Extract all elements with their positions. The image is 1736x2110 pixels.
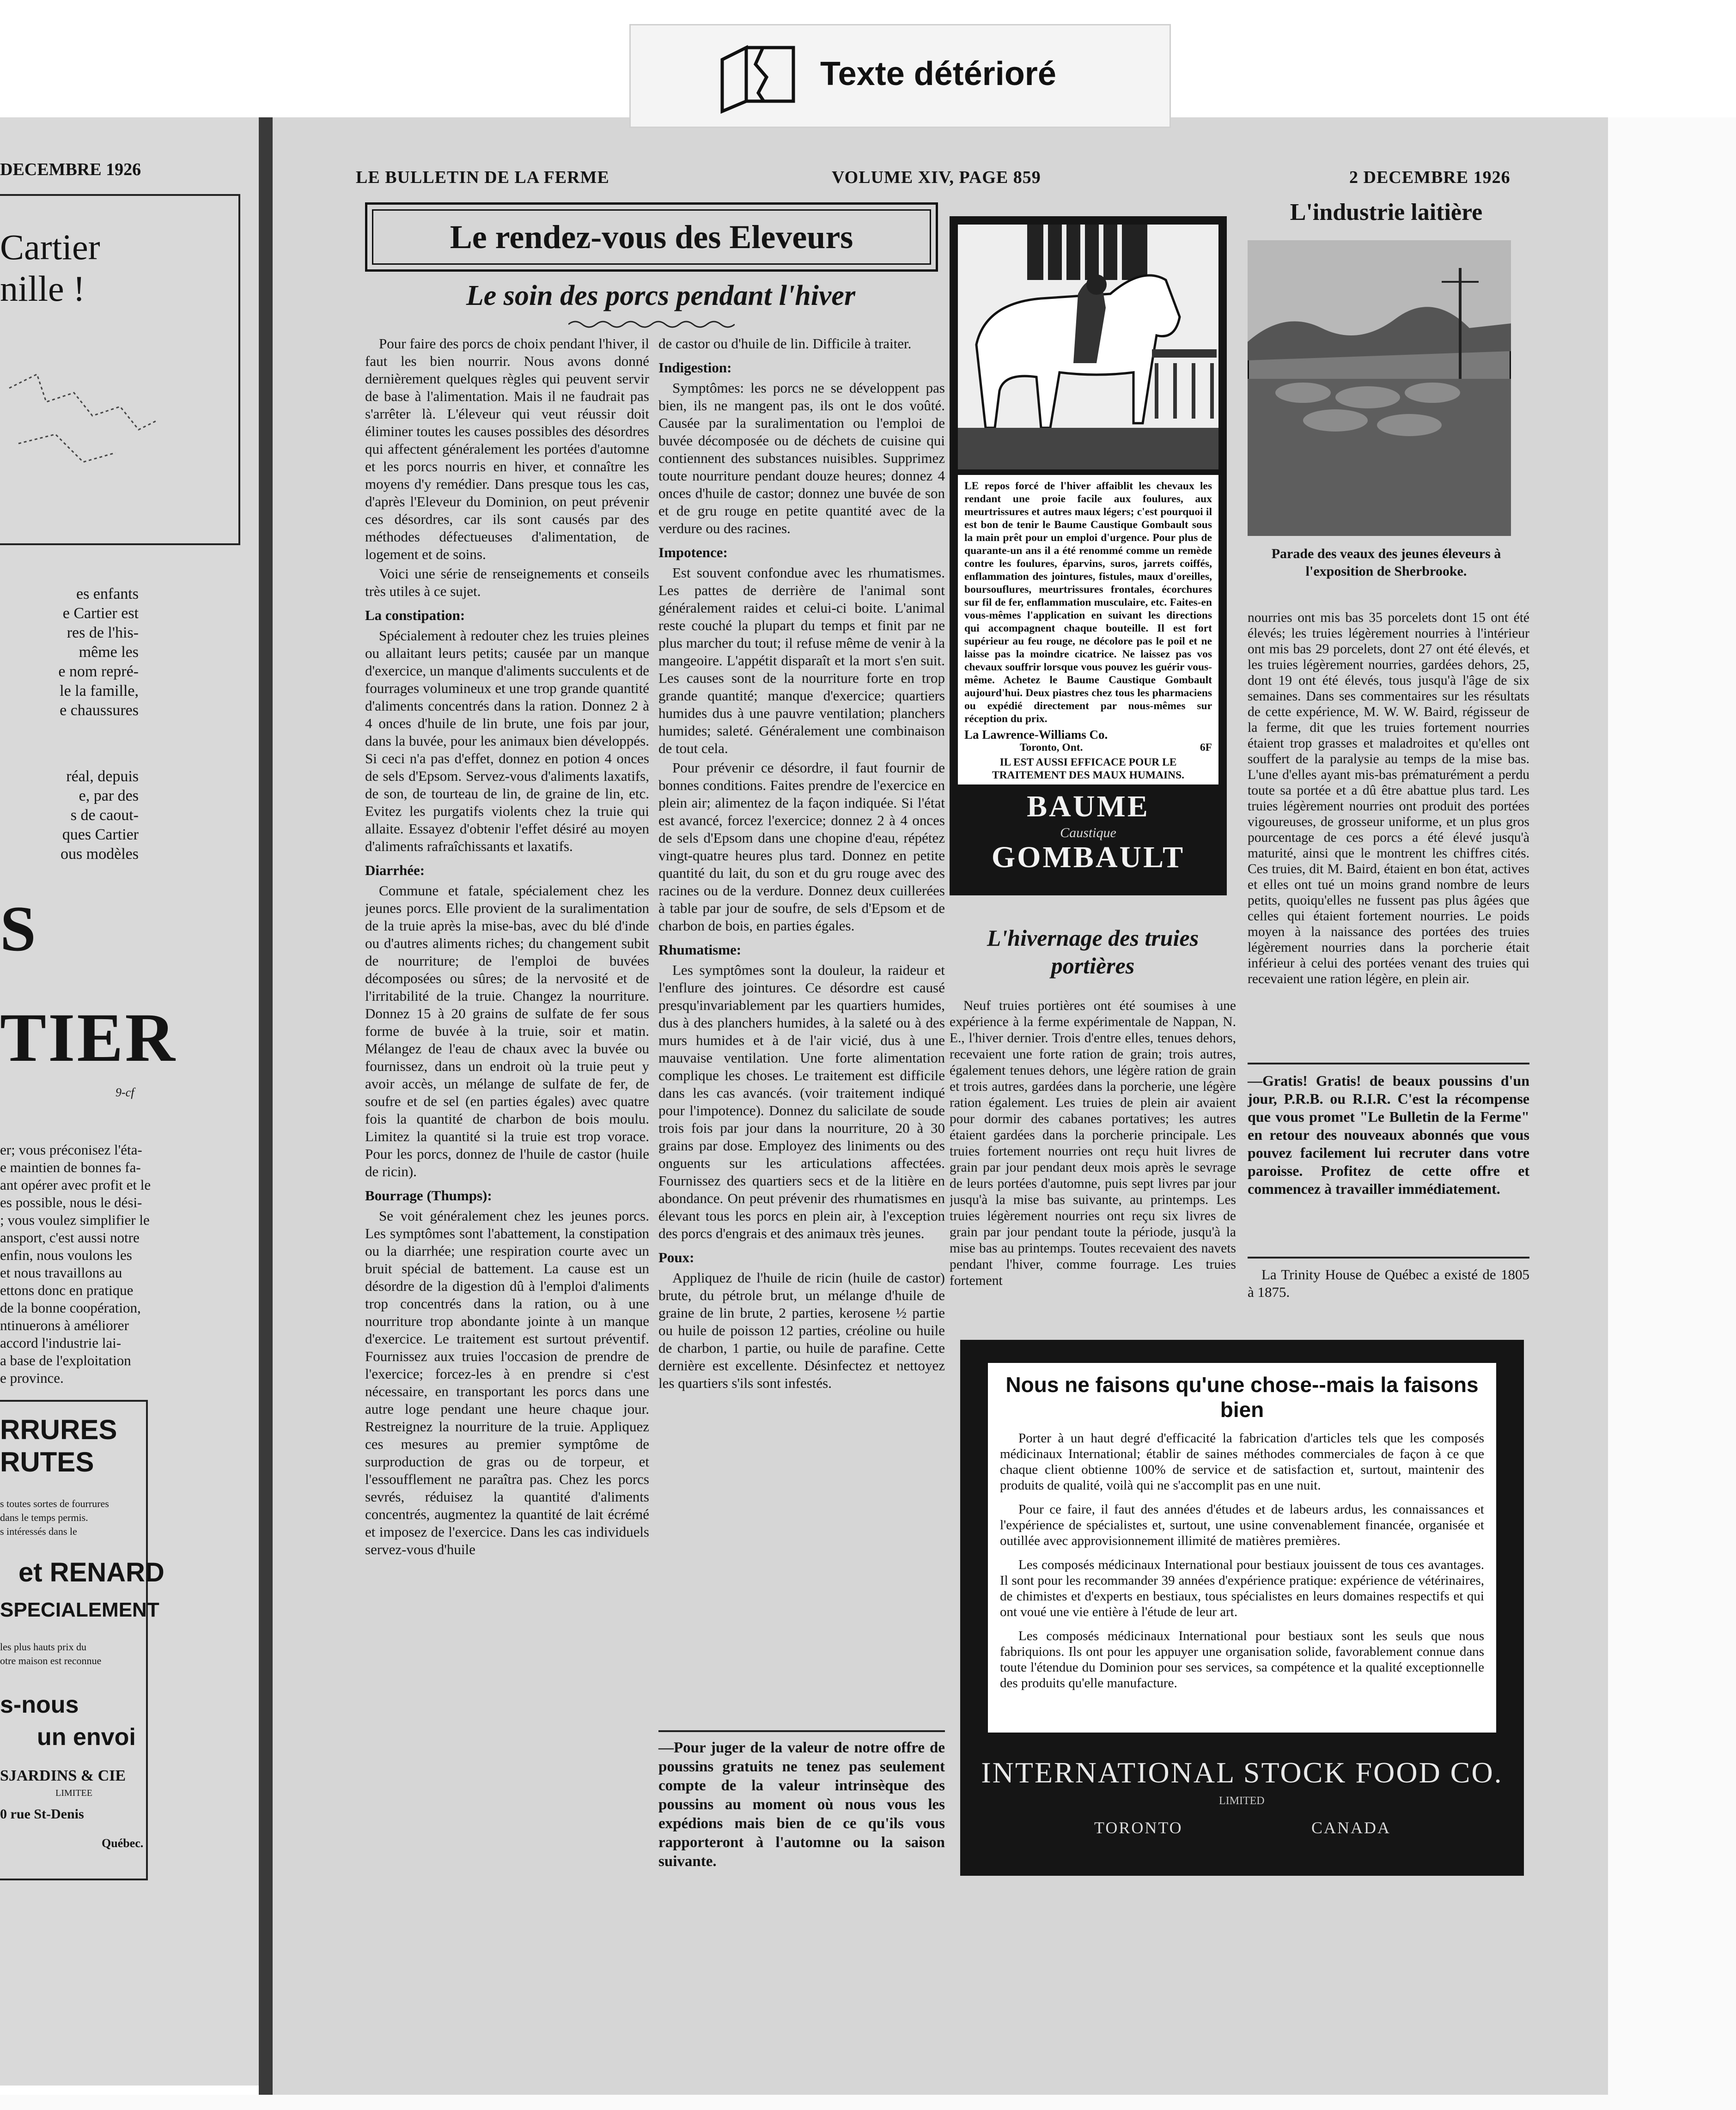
laitiere-title: L'industrie laitière — [1290, 199, 1483, 225]
col1-subheading: Diarrhée: — [365, 862, 425, 878]
header-volume: VOLUME XIV, PAGE 859 — [832, 168, 1041, 187]
intl-ad-panel — [988, 1363, 1496, 1733]
map-sketch — [0, 360, 176, 513]
torn-page-icon — [719, 41, 797, 115]
col1-paragraph: Spécialement à redouter chez les truies pleines ou allaitant leurs petits; causée par un manque d'exercice, un manque d'aliments succulents et de fourrages volumineux et une trop grande quantité d'aliments concentrés dans la ration. Donnez 2 à 4 onces d'huile de lin brute, une fois par jour, dans la buvée, pour les animaux bien développés. Si ceci n'a pas d'effet, donnez en potion 4 onces de sels d'Epsom. Servez-vous d'aliments laxatifs, de son, de tourteau de lin, de graine de lin, etc. Evitez les purgatifs violents chez la truie qui allaite. Essayez d'obtenir l'effet désiré au moyen d'aliments rafraîchissants et laxatifs. — [365, 627, 649, 854]
intl-ad-paragraph-4: Les composés médicinaux International pour bestiaux sont les seuls que nous fabriquions. Ils ont pour les appuyer une organisation solide, favorablement connue dans toute l'étendue du Dominion pour ses services, sa compétence et la qualité exceptionnelle des produits qu'elle manufacture. — [1000, 1629, 1484, 1690]
left-page-date: DECEMBRE 1926 — [0, 160, 141, 179]
baume-brand: BAUME — [1027, 790, 1150, 823]
col2-subheading: Impotence: — [658, 544, 728, 560]
fur-ad-cta-1: s-nous — [0, 1691, 79, 1718]
title-flourish — [568, 319, 735, 330]
fur-ad-limitee: LIMITEE — [55, 1788, 92, 1798]
section-title: Le rendez-vous des Eleveurs — [450, 218, 853, 255]
scan-margin-bottom — [0, 2095, 1608, 2110]
col2-paragraph: Pour prévenir ce désordre, il faut fournir de bonnes conditions. Faites prendre de l'exercice en plein air; alimentez de la façon indiquée. Si l'état est avancé, forcez l'exercice; donnez 2 à 4 onces de sels d'Epsom dans une chopine d'eau, répétez vingt-quatre heures plus tard. Donnez en petite quantité du lait, du son et du gru rouge avec des racines ou de la verdure. Donnez deux cuillerées à table par jour de soufre, de sels d'Epsom et de charbon de bois, en parties égales. — [658, 760, 945, 934]
hivernage-body: Neuf truies portières ont été soumises à une expérience à la ferme expérimentale de Nappan, N. E., l'hiver dernier. Trois d'entre elles, tenues dehors, recevaient une forte ration de grain; trois autres, également tenues dehors, une légère ration de grain et trois autres, gardées dans la porcherie, une légère ration également. Les truies de plein air avaient pour dormir des cabanes portatives; les autres étaient gardées dans la porcherie principale. Les truies fortement nourries ont reçu huit livres de grain par jour pendant deux mois après le sevrage de leurs portées d'automne, puis sept livres par jour jusqu'à la mise bas suivante, au printemps. Les truies légèrement nourries ont reçu six livres de grain par jour pendant toute la période, jusqu'à la mise bas au printemps. Toutes recevaient des navets pendant l'hiver, comme fourrage. Les truies fortement — [950, 998, 1236, 1288]
calf-parade-photo — [1248, 240, 1511, 536]
cartier-big-tier: TIER — [0, 999, 177, 1076]
col2-paragraph: Symptômes: les porcs ne se développent pas bien, ils ne mangent pas, ils ont le dos voûté. Causée par la suralimentation ou l'emploi de buvée décomposée ou de déchets de cuisine qui contiennent des substances nuisibles. Supprimez toute nourriture pendant douze heures; donnez 4 onces d'huile de castor; donnez une buvée de son et de gru rouge en petite quantité avec de la verdure ou des racines. — [658, 380, 945, 536]
col1-subheading: Bourrage (Thumps): — [365, 1187, 492, 1204]
cartier-lines-b: réal, depuis e, par des s de caout- ques Cartier ous modèles — [60, 768, 139, 863]
fur-ad-text: s toutes sortes de fourrures dans le temps permis. s intéressés dans le — [0, 1498, 109, 1537]
col1-paragraph: Commune et fatale, spécialement chez les jeunes porcs. Elle provient de la suralimentation de la truie après la mise-bas, avec du blé d'inde ou d'autres aliments riches; du changement subit de nourriture; de l'emploi de buvées décomposées ou sûres; de la nervosité et de l'irritabilité de la truie. Changez la nourriture. Donnez 15 à 20 grains de sulfate de fer sous forme de buvée à la truie, soir et matin. Mélangez de l'eau de chaux avec la buvée ou fournissez, dans un endroit où la truie peut y avoir accès, un mélange de sulfate de fer, de soufre et de sel (en parties égales) avec quatre fois la quantité de charbon de bois moulu. Limitez la quantité si la truie est trop vorace. Pour les porcs, donnez de l'huile de castor (huile de ricin). — [365, 882, 649, 1180]
intl-limited: LIMITED — [1219, 1795, 1265, 1807]
poussins-offer-note: —Pour juger de la valeur de notre offre de poussins gratuits ne tenez pas seulement compte de la valeur intrinsèque des poussins au moment où nous vous les expédions mais bien de ce qu'ils vous rapporteront à l'automne ou la saison suivante. — [658, 1730, 945, 1871]
laitiere-photo-caption: Parade des veaux des jeunes éleveurs à l'exposition de Sherbrooke. — [1271, 546, 1501, 579]
fur-ad-city: Québec. — [102, 1836, 144, 1850]
baume-gombault-ad — [950, 216, 1227, 895]
fur-ad-title-1: RRURES — [0, 1414, 117, 1445]
article-column-1 — [365, 335, 649, 1924]
deteriorated-text-stamp — [629, 24, 1171, 128]
gratis-poussins-promo: —Gratis! Gratis! de beaux poussins d'un jour, P.R.B. ou R.I.R. C'est la récompense que vous promet "Le Bulletin de la Ferme" en retour des nouveaux abonnés que vous pouvez facilement lui recruter dans votre paroisse. Profitez de cette offre et commencez à travailler immédiatement. — [1248, 1063, 1529, 1198]
baume-ad-code: 6F — [1200, 742, 1212, 754]
fur-ad-cta-2: un envoi — [37, 1724, 136, 1751]
header-date: 2 DECEMBRE 1926 — [1349, 168, 1511, 187]
cartier-lines-a: es enfants e Cartier est res de l'his- même les e nom repré- le la famille, e chaussures — [58, 585, 139, 719]
left-page-body: er; vous préconisez l'éta- e maintien de bonnes fa- ant opérer avec profit et le es possible, nous le dési- ; vous voulez simplifier le ansport, c'est aussi notre enfin, nous voulons les et nous travaillons au ettons donc en pratique de la bonne coopération, ntinuerons à améliorer accord l'industrie lai- a base de l'exploitation e province. — [0, 1142, 151, 1386]
baume-ad-tagline: IL EST AUSSI EFFICACE POUR LE TRAITEMENT DES MAUX HUMAINS. — [992, 756, 1185, 781]
col1-subheading: La constipation: — [365, 607, 465, 623]
caustique-label: Caustique — [1060, 825, 1116, 840]
intl-ad-paragraph-3: Les composés médicinaux International pour bestiaux jouissent de tous ces avantages. Il sont pour les recommander 39 années d'expérience pratique: expérience de vétérinaires, de chimistes et d'experts en bestiaux, tous spécialistes en leurs domaines respectifs et qui ont voué une vie entière à l'étude de leur art. — [1000, 1557, 1484, 1619]
header-publication: LE BULLETIN DE LA FERME — [356, 168, 609, 187]
col1-paragraph: Voici une série de renseignements et conseils très utiles à ce sujet. — [365, 566, 649, 599]
intl-city: TORONTO — [1094, 1818, 1183, 1837]
col2-subheading: Poux: — [658, 1249, 694, 1265]
col2-paragraph: Les symptômes sont la douleur, la raideur et l'enflure des jointures. Ce désordre est causé presqu'invariablement par les quartiers humides, dus à des planchers humides, à la saleté ou à des murs humides et à de l'air vicié, dus à une mauvaise ventilation. Une forte alimentation complique les choses. Le traitement est difficile dans les cas avancés. (voir traitement indiqué pour l'impotence). Donnez du salicilate de soude trois fois par jour dans la nourriture, 20 à 30 grains par dose. Employez des liniments ou des onguents sur les articulations affectées. Fournissez des quartiers secs et de la litière en abondance. On peut prévenir des rhumatismes en élevant tous les porcs en plein air, à l'exception des porcs d'engrais et des animaux très jeunes. — [658, 962, 945, 1241]
page-gutter — [259, 117, 273, 2095]
baume-ad-city: Toronto, Ont. — [1020, 742, 1083, 754]
col2-subheading: Indigestion: — [658, 359, 732, 376]
col1-paragraph: Se voit généralement chez les jeunes porcs. Les symptômes sont l'abattement, la constipation ou la diarrhée; une respiration courte avec un bruit spécial de battement. La cause est un désordre de la digestion dû à l'emploi d'aliments trop concentrés dans la ration, ou à une nourriture trop abondante jointe à un manque d'exercice. Le traitement est surtout préventif. Fournissez aux truies l'occasion de prendre de l'exercice; forcez-les à en prendre si c'est nécessaire, en transportant les porcs dans une autre loge pendant une heure chaque jour. Restreignez la nourriture de la truie. Appliquez ces mesures au premier symptôme de surproduction de gras ou de torpeur, et l'essoufflement ne paraîtra pas. Chez les porcs sevrés, réduisez la quantité d'aliments concentrés, augmentez la quantité de lait écrémé et imposez de l'exercice. Dans les cas individuels servez-vous d'huile — [365, 1208, 649, 1557]
fur-ad-special: SPECIALEMENT — [0, 1599, 159, 1621]
fur-ad-title-2: RUTES — [0, 1447, 94, 1478]
baume-ad-company: La Lawrence-Williams Co. — [964, 728, 1108, 742]
intl-ad-title: Nous ne faisons qu'une chose--mais la faisons bien — [1005, 1373, 1479, 1422]
col2-paragraph: de castor ou d'huile de lin. Difficile à traiter. — [658, 335, 912, 352]
article-column-2 — [658, 335, 945, 1726]
cartier-ad-title: Cartier — [0, 227, 100, 267]
cartier-ad-subtitle: nille ! — [0, 268, 85, 309]
col2-subheading: Rhumatisme: — [658, 942, 742, 958]
gombault-brand: GOMBAULT — [991, 840, 1185, 874]
col2-paragraph: Appliquez de l'huile de ricin (huile de castor) brute, du pétrole brut, un mélange d'huile de graine de lin brute, 2 parties, kerosene ½ partie ou huile de poisson 12 parties, créoline ou huile de charbon, 1 partie, ou huile de parafine. Cette dernière est excellente. Désinfectez et nettoyez les quartiers s'ils sont infestés. — [658, 1270, 945, 1391]
intl-country: CANADA — [1311, 1818, 1391, 1837]
fur-ad-text-2: les plus hauts prix du otre maison est reconnue — [0, 1641, 102, 1666]
laitiere-body: nourries ont mis bas 35 porcelets dont 15 ont été élevés; les truies légèrement nourries à l'intérieur ont mis bas 29 porcelets, dont 27 ont été élevés, et les truies légèrement nourries, gardées dehors, 25, dont 19 ont été élevés, tous jusqu'à l'âge de six semaines. Dans ses commentaires sur les résultats de cette expérience, M. W. W. Baird, régisseur de la ferme, dit que les truies fortement nourries étaient trop grasses et maladroites et qu'elles ont souffert de la paralysie au temps de la mise bas. L'une d'elles ayant mis-bas prématurément a perdu toute sa portée et a dû être abattue plus tard. Les truies légèrement nourries ont produit des portées vigoureuses, de grosseur uniforme, et un plus gros pourcentage de ces porcs a été élevé jusqu'à maturité, ainsi que le montrent les chiffres cités. Ces truies, dit M. Baird, étaient en bon état, actives et elles ont tué un moins grand nombre de leurs petits, quoiqu'elles ne fussent pas plus âgées que celles qui étaient fortement nourries. Le poids moyen à la naissance des portées des truies légèrement nourries dans la porcherie était inférieur à celui des portées venant des truies qui recevaient une ration légère, en plein air. — [1248, 610, 1529, 986]
fur-ad-renard: et RENARD — [18, 1557, 164, 1587]
fur-ad-firm: SJARDINS & CIE — [0, 1767, 126, 1784]
intl-ad-paragraph-1: Porter à un haut degré d'efficacité la fabrication d'articles tels que les composés médicinaux International; établir de saines méthodes commerciales de façon à ce que chaque client obtienne 100% de service et de satisfaction et, surtout, maintenir des produits de qualité, voilà qui ne s'accomplit pas en une nuit. — [1000, 1431, 1484, 1493]
cartier-ad-code: 9-cf — [116, 1086, 134, 1099]
cartier-big-s: S — [0, 893, 36, 965]
scan-margin-right — [1608, 117, 1736, 2110]
international-stock-food-ad — [960, 1340, 1524, 1876]
article-title: Le soin des porcs pendant l'hiver — [466, 280, 856, 311]
hivernage-title: L'hivernage des truies portières — [987, 925, 1199, 979]
intl-ad-paragraph-2: Pour ce faire, il faut des années d'études et de labeurs ardus, les connaissances et l'expérience de spécialistes et, surtout, une usine convenablement financée, organisée et outillée avec approvisionnement illimité de matières premières. — [1000, 1502, 1484, 1548]
baume-ad-body: LE repos forcé de l'hiver affaiblit les chevaux les rendant une proie facile aux foulures, aux meurtrissures et autres maux légers; c'est pourquoi il est bon de tenir le Baume Caustique Gombault sous la main prêt pour un emploi d'urgence. Pour plus de quarante-un ans il a été renommé comme un remède contre les foulures, éparvins, suros, jarrets coiffés, enflammation des jointures, fistules, maux d'oreilles, boursouflures, meurtrissures frontales, écorchures sur fil de fer, enflammation musculaire, etc. Faites-en vous-mêmes l'application en suivant les directions qui accompagnent chaque bouteille. Il est fort supérieur au feu rouge, ne décolore pas le poil et ne laisse pas la moindre cicatrice. Ne laissez pas vos chevaux souffrir lorsque vous pouvez les guérir vous-même. Achetez le Baume Caustique Gombault aujourd'hui. Deux piastres chez tous les pharmaciens ou expédié directement par nous-mêmes sur réception du prix. La Lawrence-Williams Co. Toronto, Ont. 6F IL EST AUSSI EFFICACE POUR LE TRAITEMENT DES MAUX HUMAINS. — [958, 475, 1218, 784]
section-title-box — [365, 202, 938, 272]
intl-company-name: INTERNATIONAL STOCK FOOD CO. — [981, 1756, 1503, 1789]
stamp-label: Texte détérioré — [820, 55, 1056, 92]
horse-illustration — [958, 225, 1218, 469]
fur-ad-address: 0 rue St-Denis — [0, 1806, 84, 1822]
col2-paragraph: Est souvent confondue avec les rhumatismes. Les pattes de derrière de l'animal sont généralement raides et celui-ci boite. L'animal reste couché la plupart du temps et finit par ne plus marcher du tout; il refuse même de venir à la mangeoire. L'appétit disparaît et la mort s'en suit. Les causes sont de la nourriture forte en trop grande quantité; manque d'exercice; quartiers humides dus à une pauvre ventilation; planchers humides; saleté. Généralement une combinaison de tout cela. — [658, 565, 945, 756]
trinity-house-note: La Trinity House de Québec a existé de 1805 à 1875. — [1248, 1257, 1529, 1301]
col1-paragraph: Pour faire des porcs de choix pendant l'hiver, il faut les bien nourrir. Nous avons donné dernièrement quelques règles qui peuvent servir de base à l'alimentation. Mais il ne faudrait pas s'arrêter là. L'éleveur qui veut réussir doit éliminer toutes les causes possibles des désordres qui affectent généralement les portées d'automne et les porcs nourris en hiver, et connaître les moyens d'y remédier. Dans presque tous les cas, d'après l'Eleveur du Dominion, on peut prévenir ces désordres, car ils sont causés par des méthodes défectueuses d'alimentation, de logement et de soins. — [365, 335, 649, 562]
